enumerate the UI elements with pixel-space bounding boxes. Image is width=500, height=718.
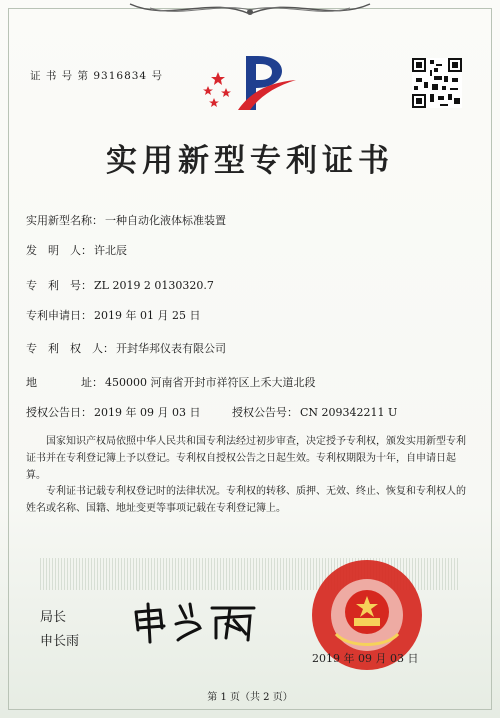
field-value: 开封华邦仪表有限公司 [116,342,226,355]
field-label: 专利申请日： [26,309,92,322]
field-label: 地 址： [26,376,103,389]
field-label: 实用新型名称： [26,214,103,227]
grant-number-label: 授权公告号： [231,406,298,419]
field-utility-name [26,212,226,228]
ornament-flourish [120,0,380,22]
field-value: 450000 河南省开封市祥符区上禾大道北段 [105,376,316,389]
seal-date: 2019 年 09 月 03 日 [312,652,419,665]
field-application-date [26,307,200,323]
field-grant [26,404,397,420]
director-signature [130,598,260,646]
field-inventor [26,242,127,258]
top-ornament [0,0,500,22]
grant-paragraph: 国家知识产权局依照中华人民共和国专利法经过初步审查，决定授予专利权，颁发实用新型专利证书并在专利登记簿上予以登记。专利权自授权公告之日起生效。专利权期限为十年，自申请日起算。 [26,436,466,481]
grant-number-value: CN 209342211 U [299,406,398,419]
page-footer: 第 1 页（共 2 页） [207,692,293,703]
grant-date-label: 授权公告日： [26,406,92,419]
field-value: 2019 年 01 月 25 日 [94,309,201,322]
qr-code-icon [412,58,462,108]
field-patentee [26,340,226,356]
grant-date-value: 2019 年 09 月 03 日 [94,406,201,419]
legal-status-paragraph: 专利证书记载专利权登记时的法律状况。专利权的转移、质押、无效、终止、恢复和专利权人的姓名或名称、国籍、地址变更等事项记载在专利登记簿上。 [26,486,466,514]
field-patent-number [26,277,214,293]
certificate-number: 证 书 号 第 9316834 号 [30,70,163,82]
document-title: 实用新型专利证书 [106,143,394,179]
cnipa-logo-icon [200,52,300,114]
field-value: 许北辰 [94,244,127,257]
director-title: 局长 [40,610,67,625]
field-address [26,374,316,390]
field-label: 发 明 人： [26,244,92,257]
field-label: 专 利 权 人： [26,342,114,355]
field-label: 专 利 号： [26,279,92,292]
director-name: 申长雨 [40,634,80,649]
field-value: 一种自动化液体标准装置 [105,214,226,227]
field-value: ZL 2019 2 0130320.7 [94,279,214,292]
